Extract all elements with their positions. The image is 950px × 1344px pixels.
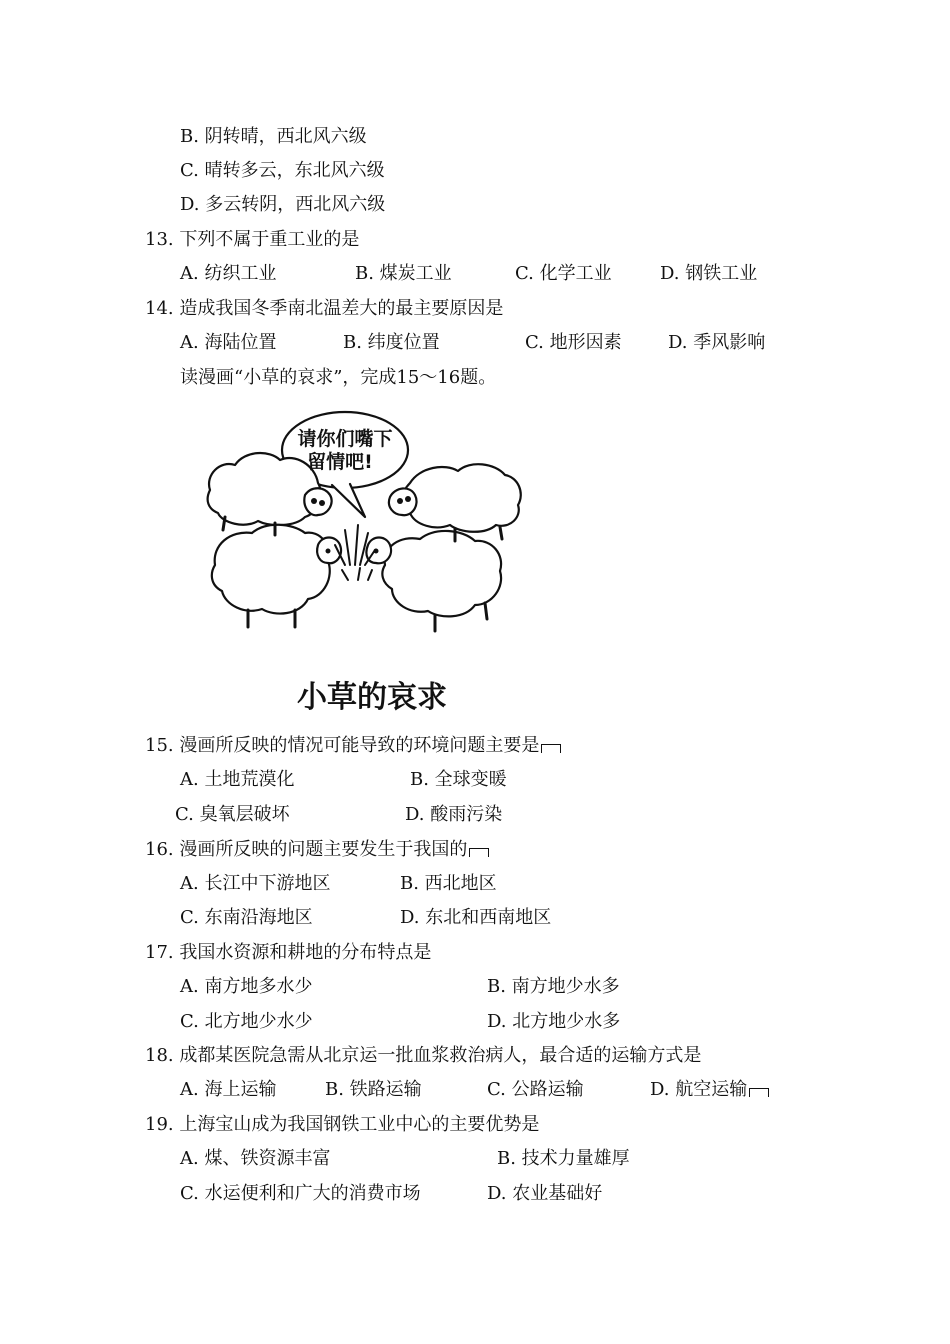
q14-stem: 14. 造成我国冬季南北温差大的最主要原因是 xyxy=(145,298,504,319)
answer-blank xyxy=(749,1088,769,1097)
speech-line-2: 留情吧! xyxy=(307,451,373,473)
q17-option-d: D. 北方地少水多 xyxy=(487,1011,621,1032)
q14-option-a: A. 海陆位置 xyxy=(180,332,277,353)
q15-option-c: C. 臭氧层破坏 xyxy=(175,804,290,825)
q15-option-d: D. 酸雨污染 xyxy=(405,804,503,825)
q19-option-c: C. 水运便利和广大的消费市场 xyxy=(180,1183,421,1204)
q15-option-a: A. 土地荒漠化 xyxy=(180,769,295,790)
q18-option-d-text: D. 航空运输 xyxy=(650,1079,748,1100)
cartoon-illustration xyxy=(200,405,530,720)
q12-option-d: D. 多云转阴，西北风六级 xyxy=(180,194,386,215)
speech-line-1: 请你们嘴下 xyxy=(297,428,393,450)
q12-option-c: C. 晴转多云，东北风六级 xyxy=(180,160,385,181)
q13-option-c: C. 化学工业 xyxy=(515,263,612,284)
q15-option-b: B. 全球变暖 xyxy=(410,769,507,790)
q14-option-c: C. 地形因素 xyxy=(525,332,622,353)
q19-option-a: A. 煤、铁资源丰富 xyxy=(180,1148,331,1169)
q16-option-a: A. 长江中下游地区 xyxy=(180,873,331,894)
q18-option-a: A. 海上运输 xyxy=(180,1079,277,1100)
q13-option-a: A. 纺织工业 xyxy=(180,263,277,284)
q17-option-c: C. 北方地少水少 xyxy=(180,1011,313,1032)
answer-blank xyxy=(469,848,489,857)
q19-option-d: D. 农业基础好 xyxy=(487,1183,603,1204)
q15-stem-text: 15. 漫画所反映的情况可能导致的环境问题主要是 xyxy=(145,735,540,756)
q12-option-b: B. 阴转晴，西北风六级 xyxy=(180,126,367,147)
q18-option-d xyxy=(650,1079,769,1101)
q14-option-d: D. 季风影响 xyxy=(668,332,766,353)
q19-option-b: B. 技术力量雄厚 xyxy=(497,1148,630,1169)
q16-stem xyxy=(145,839,489,861)
q18-stem: 18. 成都某医院急需从北京运一批血浆救治病人，最合适的运输方式是 xyxy=(145,1045,702,1066)
reading-intro: 读漫画“小草的哀求”，完成15～16题。 xyxy=(180,367,497,388)
q19-stem: 19. 上海宝山成为我国钢铁工业中心的主要优势是 xyxy=(145,1114,540,1135)
q16-option-c: C. 东南沿海地区 xyxy=(180,907,313,928)
q13-option-d: D. 钢铁工业 xyxy=(660,263,758,284)
cartoon-caption: 小草的哀求 xyxy=(297,680,447,715)
q15-stem xyxy=(145,735,561,757)
q16-option-d: D. 东北和西南地区 xyxy=(400,907,552,928)
q13-stem: 13. 下列不属于重工业的是 xyxy=(145,229,360,250)
q18-option-b: B. 铁路运输 xyxy=(325,1079,422,1100)
q17-option-a: A. 南方地多水少 xyxy=(180,976,313,997)
q16-option-b: B. 西北地区 xyxy=(400,873,497,894)
q14-option-b: B. 纬度位置 xyxy=(343,332,440,353)
q17-stem: 17. 我国水资源和耕地的分布特点是 xyxy=(145,942,432,963)
q18-option-c: C. 公路运输 xyxy=(487,1079,584,1100)
answer-blank xyxy=(541,744,561,753)
sheep-cartoon-drawing xyxy=(200,405,530,720)
q17-option-b: B. 南方地少水多 xyxy=(487,976,620,997)
q16-stem-text: 16. 漫画所反映的问题主要发生于我国的 xyxy=(145,839,468,860)
q13-option-b: B. 煤炭工业 xyxy=(355,263,452,284)
